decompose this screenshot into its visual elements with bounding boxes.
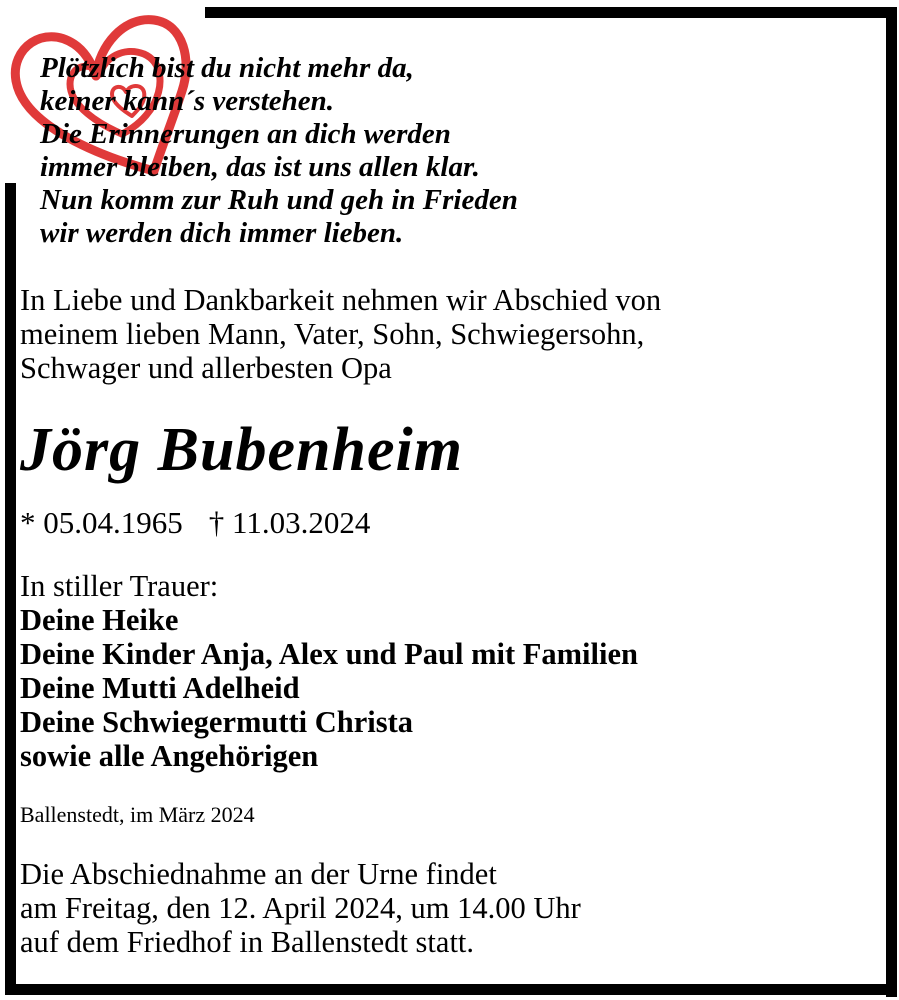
life-dates — [0, 505, 899, 541]
ceremony-line: Die Abschiednahme an der Urne findet — [20, 857, 497, 891]
poem-line: Plötzlich bist du nicht mehr da, — [40, 52, 414, 84]
mourner-entry: Deine Kinder Anja, Alex und Paul mit Familien — [20, 637, 638, 671]
mourners-list — [0, 569, 899, 773]
intro-line: meinem lieben Mann, Vater, Sohn, Schwiegersohn, — [20, 317, 645, 351]
mourner-entry: Deine Mutti Adelheid — [20, 671, 300, 705]
poem-line: wir werden dich immer lieben. — [40, 217, 404, 249]
place-and-date: Ballenstedt, im März 2024 — [20, 802, 255, 827]
mourner-entry: sowie alle Angehörigen — [20, 739, 319, 773]
farewell-intro — [0, 283, 899, 385]
poem-line: Nun komm zur Ruh und geh in Frieden — [40, 184, 518, 216]
ceremony-line: am Freitag, den 12. April 2024, um 14.00 Uhr — [20, 891, 581, 925]
death-date: † 11.03.2024 — [208, 505, 371, 540]
memorial-poem — [0, 52, 899, 250]
birth-date: * 05.04.1965 — [20, 505, 183, 540]
ceremony-line: auf dem Friedhof in Ballenstedt statt. — [20, 925, 475, 959]
poem-line: keiner kann´s verstehen. — [40, 85, 335, 117]
mourner-entry: Deine Schwiegermutti Christa — [20, 705, 414, 739]
intro-line: In Liebe und Dankbarkeit nehmen wir Abschied von — [20, 283, 662, 317]
mourner-entry: Deine Heike — [20, 603, 179, 637]
deceased-name: Jörg Bubenheim — [20, 416, 463, 484]
poem-line: Die Erinnerungen an dich werden — [40, 118, 451, 150]
poem-line: immer bleiben, das ist uns allen klar. — [40, 151, 480, 183]
intro-line: Schwager und allerbesten Opa — [20, 351, 392, 385]
mourners-heading: In stiller Trauer: — [20, 569, 219, 603]
ceremony-info — [0, 857, 899, 959]
